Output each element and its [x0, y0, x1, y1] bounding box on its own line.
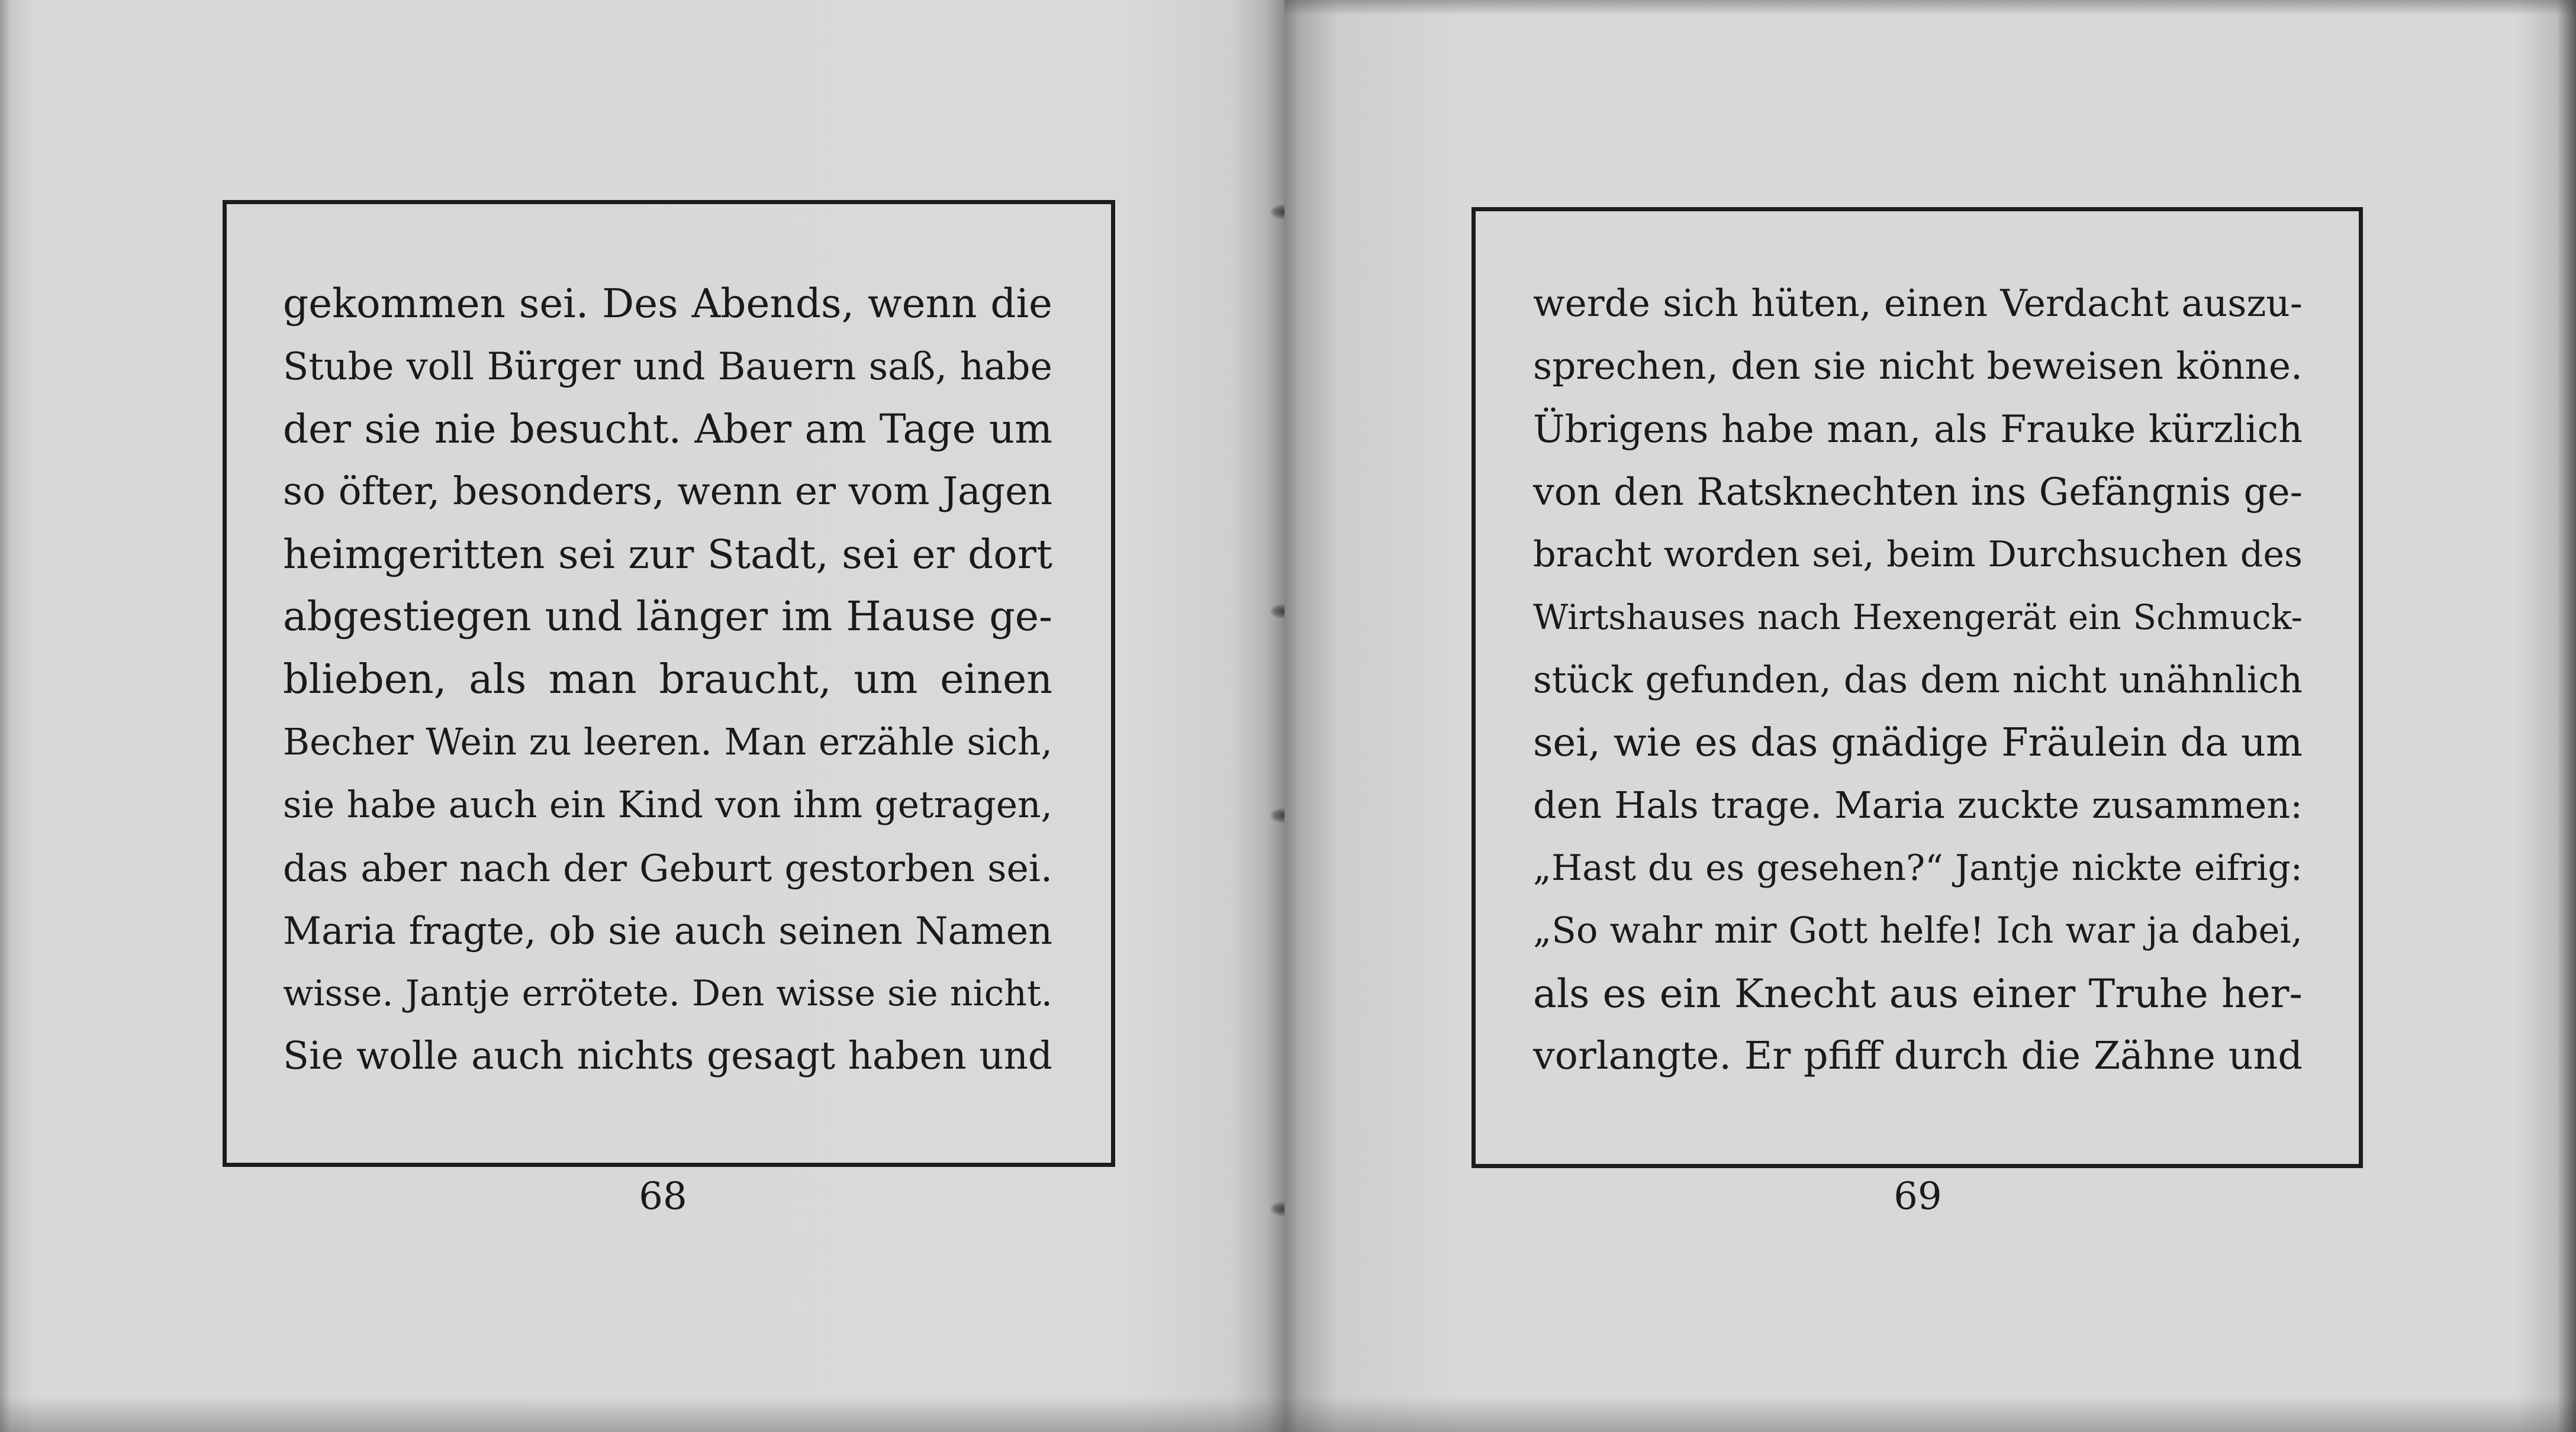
page-number-left: 68 [639, 1175, 687, 1218]
text-line: gekommen sei. Des Abends, wenn die [283, 280, 1052, 327]
text-line: „So wahr mir Gott helfe! Ich war ja dabei, [1533, 910, 2303, 952]
text-line: „Hast du es gesehen?“ Jantje nickte eifrig: [1533, 847, 2303, 889]
binding-stitch [1270, 808, 1284, 823]
text-line: blieben, als man braucht, um einen [283, 656, 1052, 703]
binding-stitch [1270, 204, 1284, 220]
text-line: den Hals trage. Maria zuckte zusammen: [1533, 784, 2303, 827]
right-page-text [1533, 272, 2303, 1088]
text-line: sie habe auch ein Kind von ihm getragen, [283, 784, 1052, 826]
text-line: stück gefunden, das dem nicht unähnlich [1533, 659, 2303, 701]
text-line: Becher Wein zu leeren. Man erzähle sich, [283, 721, 1052, 763]
text-line: bracht worden sei, beim Durchsuchen des [1533, 534, 2303, 575]
text-line: heimgeritten sei zur Stadt, sei er dort [283, 531, 1052, 578]
binding-stitch [1270, 604, 1284, 619]
text-line: Wirtshauses nach Hexengerät ein Schmuck- [1533, 597, 2303, 637]
text-line: sprechen, den sie nicht beweisen könne. [1533, 344, 2303, 388]
text-line: Stube voll Bürger und Bauern saß, habe [283, 344, 1052, 388]
left-page-text [283, 272, 1052, 1088]
text-line: so öfter, besonders, wenn er vom Jagen [283, 469, 1052, 514]
binding-stitch [1270, 1201, 1284, 1217]
text-line: der sie nie besucht. Aber am Tage um [283, 406, 1052, 452]
text-line: sei, wie es das gnädige Fräulein da um [1533, 720, 2303, 765]
text-line: als es ein Knecht aus einer Truhe her- [1533, 970, 2303, 1017]
text-line: Übrigens habe man, als Frauke kürzlich [1533, 407, 2303, 451]
page-number-right: 69 [1894, 1175, 1942, 1218]
text-line: das aber nach der Geburt gestorben sei. [283, 846, 1052, 890]
text-line: abgestiegen und länger im Hause ge- [283, 594, 1052, 640]
text-line: vorlangte. Er pfiff durch die Zähne und [1533, 1034, 2303, 1078]
text-line: Sie wolle auch nichts gesagt haben und [283, 1034, 1052, 1078]
text-line: werde sich hüten, einen Verdacht auszu- [1533, 282, 2303, 325]
text-line: von den Ratsknechten ins Gefängnis ge- [1533, 470, 2303, 514]
text-line: Maria fragte, ob sie auch seinen Namen [283, 909, 1052, 953]
text-line: wisse. Jantje errötete. Den wisse sie nicht. [283, 973, 1052, 1014]
